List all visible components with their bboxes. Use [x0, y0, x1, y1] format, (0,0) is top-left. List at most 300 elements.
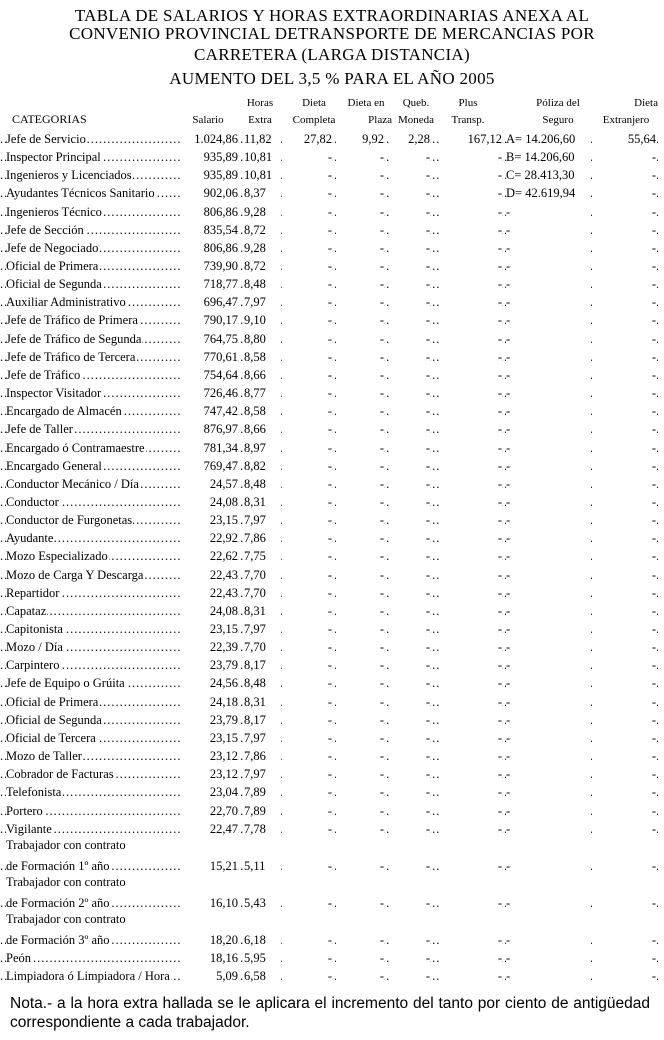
qm-cell: - [390, 658, 430, 672]
sal-cell: 16,10 [182, 896, 238, 910]
header-horas [240, 97, 280, 127]
table-row [0, 531, 664, 547]
hx-cell: 8,66 [244, 422, 280, 436]
category-cell: Auxiliar Administrativo [6, 295, 126, 309]
sal-cell: 22,43 [182, 568, 238, 582]
header-plus-2: Transp. [451, 114, 485, 126]
dp-cell: - [336, 277, 384, 291]
category-cell: de Formación 3º año [6, 933, 110, 947]
dc-cell: - [282, 150, 332, 164]
title-line-2: CONVENIO PROVINCIAL DETRANSPORTE DE MERCANCIAS POR [69, 24, 595, 43]
dc-cell: - [282, 404, 332, 418]
dp-cell: - [336, 969, 384, 983]
de-cell: - [592, 223, 656, 237]
dp-cell: - [336, 150, 384, 164]
pt-cell: - [440, 513, 502, 527]
de-cell: - [592, 767, 656, 781]
category-cell: Oficial de Primera [6, 695, 99, 709]
dp-cell: - [336, 313, 384, 327]
dp-cell: - [336, 332, 384, 346]
hx-cell: 5,95 [244, 951, 280, 965]
pt-cell: - [440, 350, 502, 364]
qm-cell: - [390, 731, 430, 745]
dc-cell: - [282, 259, 332, 273]
pz-cell: - [506, 640, 590, 654]
dp-cell: - [336, 804, 384, 818]
de-cell: - [592, 495, 656, 509]
de-cell: - [592, 933, 656, 947]
header-queb-moneda [394, 97, 438, 127]
dc-cell: - [282, 313, 332, 327]
pt-cell: - [440, 295, 502, 309]
formacion-label: Trabajador con contrato [6, 912, 126, 926]
pt-cell: - [440, 933, 502, 947]
pz-cell: - [506, 350, 590, 364]
header-horas-2: Extra [248, 114, 272, 126]
table-row [0, 749, 664, 765]
sal-cell: 22,70 [182, 804, 238, 818]
table-row [0, 549, 664, 565]
dc-cell: - [282, 969, 332, 983]
table-row [0, 604, 664, 620]
qm-cell: - [390, 241, 430, 255]
pz-cell: - [506, 205, 590, 219]
header-plus-transp [446, 97, 490, 127]
pt-cell: - [440, 622, 502, 636]
category-cell: Mozo Especializado [6, 549, 108, 563]
de-cell: - [592, 350, 656, 364]
table-row [0, 205, 664, 221]
dp-cell: - [336, 531, 384, 545]
table-row [0, 640, 664, 656]
hx-cell: 8,31 [244, 495, 280, 509]
category-cell: de Formación 2º año [6, 896, 110, 910]
pt-cell: - [440, 313, 502, 327]
sal-cell: 5,09 [182, 969, 238, 983]
de-cell: - [592, 586, 656, 600]
dp-cell: - [336, 731, 384, 745]
pz-cell: - [506, 749, 590, 763]
sal-cell: 935,89 [182, 168, 238, 182]
qm-cell: - [390, 622, 430, 636]
pz-cell: - [506, 731, 590, 745]
de-cell: - [592, 168, 656, 182]
pt-cell: - [440, 713, 502, 727]
dc-cell: - [282, 804, 332, 818]
dc-cell: - [282, 241, 332, 255]
dp-cell: - [336, 604, 384, 618]
header-queb-2: Moneda [397, 114, 435, 126]
pz-cell: - [506, 549, 590, 563]
title-line-3: CARRETERA (LARGA DISTANCIA) [194, 45, 470, 64]
category-cell: Vigilante [6, 822, 52, 836]
pz-cell: - [506, 495, 590, 509]
category-cell: Capataz [6, 604, 47, 618]
pz-cell: - [506, 969, 590, 983]
sal-cell: 22,92 [182, 531, 238, 545]
pt-cell: - [440, 604, 502, 618]
qm-cell: - [390, 549, 430, 563]
qm-cell: - [390, 568, 430, 582]
pt-cell: - [440, 368, 502, 382]
category-cell: Portero [6, 804, 43, 818]
de-cell: - [592, 568, 656, 582]
sal-cell: 24,08 [182, 604, 238, 618]
de-cell: - [592, 295, 656, 309]
de-cell: - [592, 676, 656, 690]
category-cell: Ayudantes Técnicos Sanitario [6, 186, 155, 200]
dp-cell: 9,92 [336, 132, 384, 146]
dc-cell: - [282, 186, 332, 200]
hx-cell: 8,77 [244, 386, 280, 400]
formacion-label: Trabajador con contrato [6, 838, 126, 852]
de-cell: - [592, 859, 656, 873]
hx-cell: 8,66 [244, 368, 280, 382]
category-cell: Jefe de Tráfico de Segunda [6, 332, 142, 346]
de-cell: - [592, 404, 656, 418]
category-cell: Inspector Principal [6, 150, 101, 164]
sal-cell: 835,54 [182, 223, 238, 237]
dc-cell: - [282, 350, 332, 364]
pz-cell: - [506, 804, 590, 818]
pz-cell: - [506, 441, 590, 455]
pz-cell: C= 28.413,30 [506, 168, 590, 182]
pz-cell: - [506, 695, 590, 709]
de-cell: - [592, 713, 656, 727]
table-row [0, 731, 664, 747]
de-cell: - [592, 186, 656, 200]
qm-cell: - [390, 205, 430, 219]
sal-cell: 22,62 [182, 549, 238, 563]
sal-cell: 22,47 [182, 822, 238, 836]
category-cell: Repartidor [6, 586, 60, 600]
sal-cell: 23,79 [182, 658, 238, 672]
category-cell: Conductor [6, 495, 59, 509]
table-row [0, 513, 664, 529]
hx-cell: 5,43 [244, 896, 280, 910]
table-row [0, 404, 664, 420]
category-cell: Cobrador de Facturas [6, 767, 114, 781]
sal-cell: 15,21 [182, 859, 238, 873]
de-cell: - [592, 549, 656, 563]
pz-cell: - [506, 713, 590, 727]
hx-cell: 8,72 [244, 223, 280, 237]
qm-cell: - [390, 640, 430, 654]
pz-cell: - [506, 295, 590, 309]
dc-cell: - [282, 695, 332, 709]
pz-cell: D= 42.619,94 [506, 186, 590, 200]
pt-cell: - [440, 241, 502, 255]
category-cell: Encargado ó Contramaestre [6, 441, 145, 455]
hx-cell: 7,97 [244, 622, 280, 636]
dc-cell: - [282, 168, 332, 182]
hx-cell: 10,81 [244, 150, 280, 164]
dc-cell: - [282, 223, 332, 237]
pt-cell: - [440, 695, 502, 709]
pt-cell: - [440, 658, 502, 672]
qm-cell: - [390, 951, 430, 965]
sal-cell: 23,04 [182, 785, 238, 799]
sal-cell: 747,42 [182, 404, 238, 418]
hx-cell: 9,28 [244, 241, 280, 255]
pz-cell: - [506, 568, 590, 582]
pz-cell: - [506, 822, 590, 836]
dc-cell: - [282, 422, 332, 436]
dp-cell: - [336, 695, 384, 709]
sal-cell: 876,97 [182, 422, 238, 436]
qm-cell: - [390, 969, 430, 983]
sal-cell: 24,56 [182, 676, 238, 690]
category-cell: Encargado de Almacén [6, 404, 122, 418]
sal-cell: 24,57 [182, 477, 238, 491]
qm-cell: - [390, 695, 430, 709]
pt-cell: - [440, 186, 502, 200]
category-cell: Oficial de Tercera [6, 731, 96, 745]
dc-cell: - [282, 731, 332, 745]
qm-cell: - [390, 859, 430, 873]
de-cell: - [592, 604, 656, 618]
dp-cell: - [336, 404, 384, 418]
hx-cell: 7,78 [244, 822, 280, 836]
pz-cell: B= 14.206,60 [506, 150, 590, 164]
pz-cell: - [506, 859, 590, 873]
hx-cell: 8,17 [244, 713, 280, 727]
sal-cell: 902,06 [182, 186, 238, 200]
header-categorias: CATEGORIAS [12, 112, 87, 126]
pz-cell: - [506, 477, 590, 491]
hx-cell: 9,10 [244, 313, 280, 327]
category-cell: Mozo de Carga Y Descarga [6, 568, 144, 582]
de-cell: - [592, 241, 656, 255]
de-cell: - [592, 332, 656, 346]
de-cell: - [592, 785, 656, 799]
de-cell: - [592, 368, 656, 382]
dp-cell: - [336, 513, 384, 527]
pt-cell: - [440, 767, 502, 781]
de-cell: - [592, 205, 656, 219]
table-row [0, 422, 664, 438]
pz-cell: - [506, 313, 590, 327]
hx-cell: 7,97 [244, 767, 280, 781]
pt-cell: - [440, 441, 502, 455]
qm-cell: - [390, 804, 430, 818]
pt-cell: - [440, 804, 502, 818]
pz-cell: - [506, 259, 590, 273]
qm-cell: - [390, 259, 430, 273]
category-cell: Mozo de Taller [6, 749, 82, 763]
dp-cell: - [336, 568, 384, 582]
de-cell: - [592, 695, 656, 709]
pz-cell: - [506, 951, 590, 965]
de-cell: - [592, 513, 656, 527]
table-row [0, 804, 664, 820]
sal-cell: 935,89 [182, 150, 238, 164]
pz-cell: - [506, 332, 590, 346]
sal-cell: 781,34 [182, 441, 238, 455]
dp-cell: - [336, 223, 384, 237]
sal-cell: 23,15 [182, 513, 238, 527]
table-row [0, 859, 664, 875]
hx-cell: 9,28 [244, 205, 280, 219]
dp-cell: - [336, 350, 384, 364]
dp-cell: - [336, 368, 384, 382]
dc-cell: - [282, 459, 332, 473]
pt-cell: - [440, 531, 502, 545]
dp-cell: - [336, 586, 384, 600]
dc-cell: - [282, 368, 332, 382]
dc-cell: - [282, 568, 332, 582]
qm-cell: - [390, 150, 430, 164]
qm-cell: - [390, 277, 430, 291]
qm-cell: - [390, 186, 430, 200]
pt-cell: - [440, 259, 502, 273]
sal-cell: 22,39 [182, 640, 238, 654]
pt-cell: - [440, 676, 502, 690]
table-row [0, 713, 664, 729]
hx-cell: 7,89 [244, 804, 280, 818]
pt-cell: - [440, 785, 502, 799]
qm-cell: - [390, 350, 430, 364]
hx-cell: 7,89 [244, 785, 280, 799]
qm-cell: - [390, 313, 430, 327]
table-row [0, 295, 664, 311]
pz-cell: - [506, 459, 590, 473]
hx-cell: 7,70 [244, 568, 280, 582]
sal-cell: 770,61 [182, 350, 238, 364]
dc-cell: - [282, 477, 332, 491]
de-cell: 55,64 [592, 132, 656, 146]
de-cell: - [592, 313, 656, 327]
table-row [0, 223, 664, 239]
sal-cell: 23,15 [182, 731, 238, 745]
dp-cell: - [336, 205, 384, 219]
dc-cell: - [282, 859, 332, 873]
hx-cell: 8,31 [244, 695, 280, 709]
table-row [0, 785, 664, 801]
table-row [0, 241, 664, 257]
table-row [0, 969, 664, 985]
table-row [0, 477, 664, 493]
hx-cell: 8,58 [244, 404, 280, 418]
dc-cell: - [282, 658, 332, 672]
pz-cell: - [506, 531, 590, 545]
header-dieta-completa-1: Dieta [302, 97, 326, 109]
dp-cell: - [336, 259, 384, 273]
pz-cell: - [506, 767, 590, 781]
category-cell: Carpintero [6, 658, 60, 672]
table-row [0, 495, 664, 511]
header-dieta-ext-2: Extranjero [602, 114, 650, 126]
dp-cell: - [336, 933, 384, 947]
qm-cell: - [390, 767, 430, 781]
table-row [0, 277, 664, 293]
sal-cell: 718,77 [182, 277, 238, 291]
qm-cell: - [390, 386, 430, 400]
dc-cell: - [282, 549, 332, 563]
table-row [0, 568, 664, 584]
category-cell: Inspector Visitador [6, 386, 102, 400]
pt-cell: - [440, 332, 502, 346]
dp-cell: - [336, 785, 384, 799]
sal-cell: 23,15 [182, 622, 238, 636]
table-row [0, 386, 664, 402]
qm-cell: - [390, 404, 430, 418]
de-cell: - [592, 441, 656, 455]
de-cell: - [592, 531, 656, 545]
title-line-4: AUMENTO DEL 3,5 % PARA EL AÑO 2005 [169, 69, 495, 88]
header-queb-1: Queb. [402, 97, 430, 109]
sal-cell: 23,12 [182, 767, 238, 781]
header-dieta-extranjero [594, 97, 658, 127]
de-cell: - [592, 969, 656, 983]
de-cell: - [592, 731, 656, 745]
qm-cell: - [390, 785, 430, 799]
dp-cell: - [336, 749, 384, 763]
hx-cell: 7,97 [244, 513, 280, 527]
de-cell: - [592, 150, 656, 164]
hx-cell: 8,72 [244, 259, 280, 273]
pt-cell: - [440, 951, 502, 965]
pz-cell: - [506, 386, 590, 400]
dc-cell: - [282, 604, 332, 618]
sal-cell: 726,46 [182, 386, 238, 400]
qm-cell: - [390, 459, 430, 473]
table-row [0, 658, 664, 674]
dp-cell: - [336, 767, 384, 781]
de-cell: - [592, 277, 656, 291]
hx-cell: 10,81 [244, 168, 280, 182]
dp-cell: - [336, 241, 384, 255]
dp-cell: - [336, 549, 384, 563]
header-dieta-ext-1: Dieta [634, 97, 658, 109]
dc-cell: - [282, 295, 332, 309]
hx-cell: 7,86 [244, 531, 280, 545]
category-cell: Peón [6, 951, 31, 965]
table-row [0, 951, 664, 967]
dp-cell: - [336, 422, 384, 436]
dp-cell: - [336, 658, 384, 672]
table-row [0, 168, 664, 184]
pt-cell: - [440, 223, 502, 237]
pz-cell: - [506, 368, 590, 382]
table-row [0, 441, 664, 457]
sal-cell: 739,90 [182, 259, 238, 273]
dc-cell: - [282, 495, 332, 509]
hx-cell: 8,48 [244, 477, 280, 491]
qm-cell: - [390, 332, 430, 346]
category-cell: Jefe de Tráfico de Primera [6, 313, 138, 327]
qm-cell: - [390, 586, 430, 600]
table-row [0, 332, 664, 348]
category-cell: Oficial de Segunda [6, 713, 102, 727]
sal-cell: 23,79 [182, 713, 238, 727]
table-row [0, 676, 664, 692]
header-dieta-plaza-2: Plaza [368, 114, 392, 126]
pt-cell: 167,12 [440, 132, 502, 146]
hx-cell: 8,31 [244, 604, 280, 618]
dc-cell: - [282, 749, 332, 763]
pz-cell: - [506, 404, 590, 418]
sal-cell: 696,47 [182, 295, 238, 309]
de-cell: - [592, 822, 656, 836]
header-dieta-completa [286, 97, 342, 127]
pt-cell: - [440, 568, 502, 582]
title-line-1: TABLA DE SALARIOS Y HORAS EXTRAORDINARIAS ANEXA AL [74, 6, 590, 25]
de-cell: - [592, 951, 656, 965]
pz-cell: - [506, 658, 590, 672]
pt-cell: - [440, 477, 502, 491]
pt-cell: - [440, 495, 502, 509]
